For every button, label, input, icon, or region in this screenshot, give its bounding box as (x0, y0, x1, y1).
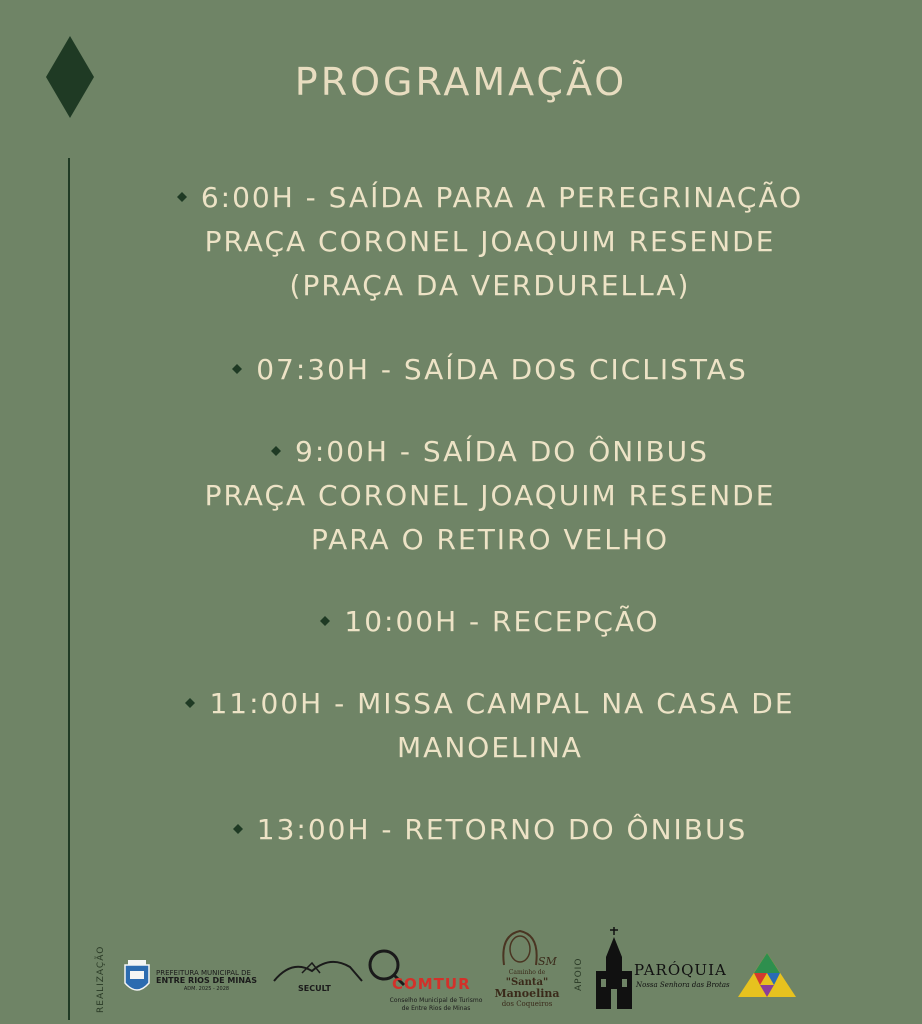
prefeitura-line3: ADM. 2025 - 2028 (183, 986, 230, 992)
bullet-icon (177, 192, 187, 202)
vertical-divider (68, 158, 70, 1020)
schedule-line: 6:00H - SAÍDA PARA A PEREGRINAÇÃO (90, 176, 890, 220)
schedule-line: MANOELINA (397, 731, 583, 764)
prefeitura-line1: PREFEITURA MUNICIPAL DE (156, 969, 251, 977)
schedule-line: 9:00H - SAÍDA DO ÔNIBUS (90, 430, 890, 474)
schedule-item-3 (90, 430, 890, 562)
bullet-icon (320, 616, 330, 626)
page-title: PROGRAMAÇÃO (294, 60, 628, 104)
colorful-triangle-icon (736, 951, 798, 1001)
coat-of-arms-icon (122, 959, 152, 999)
church-icon (592, 927, 636, 1013)
landscape-icon (272, 953, 364, 987)
portrait-icon (496, 925, 544, 969)
bullet-icon (185, 698, 195, 708)
schedule-line: 10:00H - RECEPÇÃO (90, 600, 890, 644)
bullet-icon (233, 824, 243, 834)
comtur-line2: de Entre Rios de Minas (401, 1005, 471, 1012)
comtur-name: COMTUR (392, 975, 471, 993)
schedule-line: 07:30H - SAÍDA DOS CICLISTAS (90, 348, 890, 392)
schedule-line: PRAÇA CORONEL JOAQUIM RESENDE (204, 479, 776, 512)
caminho-line1: Caminho de (508, 969, 546, 976)
schedule-item-5 (90, 682, 890, 770)
caminho-line4: dos Coqueiros (501, 1000, 553, 1008)
prefeitura-line2: ENTRE RIOS DE MINAS (156, 976, 257, 985)
paroquia-line1: Nossa Senhora das Brotas (636, 981, 730, 989)
caminho-line3: Manoelina (494, 987, 560, 1000)
paroquia-logo (592, 927, 732, 1017)
schedule-line: (PRAÇA DA VERDURELLA) (289, 269, 691, 302)
caminho-logo (488, 925, 566, 1024)
tourism-logo (736, 951, 798, 1011)
caminho-monogram: SM (538, 955, 557, 968)
schedule-item-6 (90, 808, 890, 852)
bullet-icon (232, 364, 242, 374)
prefeitura-logo (122, 957, 262, 1003)
schedule-line: 11:00H - MISSA CAMPAL NA CASA DE (90, 682, 890, 726)
sponsors-footer (0, 925, 922, 1024)
caminho-line2: "Santa" (505, 977, 549, 988)
schedule-item-1 (90, 176, 890, 308)
schedule-item-4 (90, 600, 890, 644)
secult-logo (272, 953, 364, 1013)
schedule-item-2 (90, 348, 890, 392)
schedule-line: PARA O RETIRO VELHO (310, 523, 669, 556)
bullet-icon (271, 446, 281, 456)
comtur-line1: Conselho Municipal de Turismo (389, 997, 483, 1004)
paroquia-name: PARÓQUIA (634, 961, 727, 979)
realizacao-label: REALIZAÇÃO (96, 945, 106, 1013)
schedule-line: 13:00H - RETORNO DO ÔNIBUS (90, 808, 890, 852)
secult-name: SECULT (298, 984, 331, 993)
comtur-logo (366, 947, 484, 1019)
apoio-label: APOIO (574, 957, 584, 991)
schedule-line: PRAÇA CORONEL JOAQUIM RESENDE (204, 225, 776, 258)
